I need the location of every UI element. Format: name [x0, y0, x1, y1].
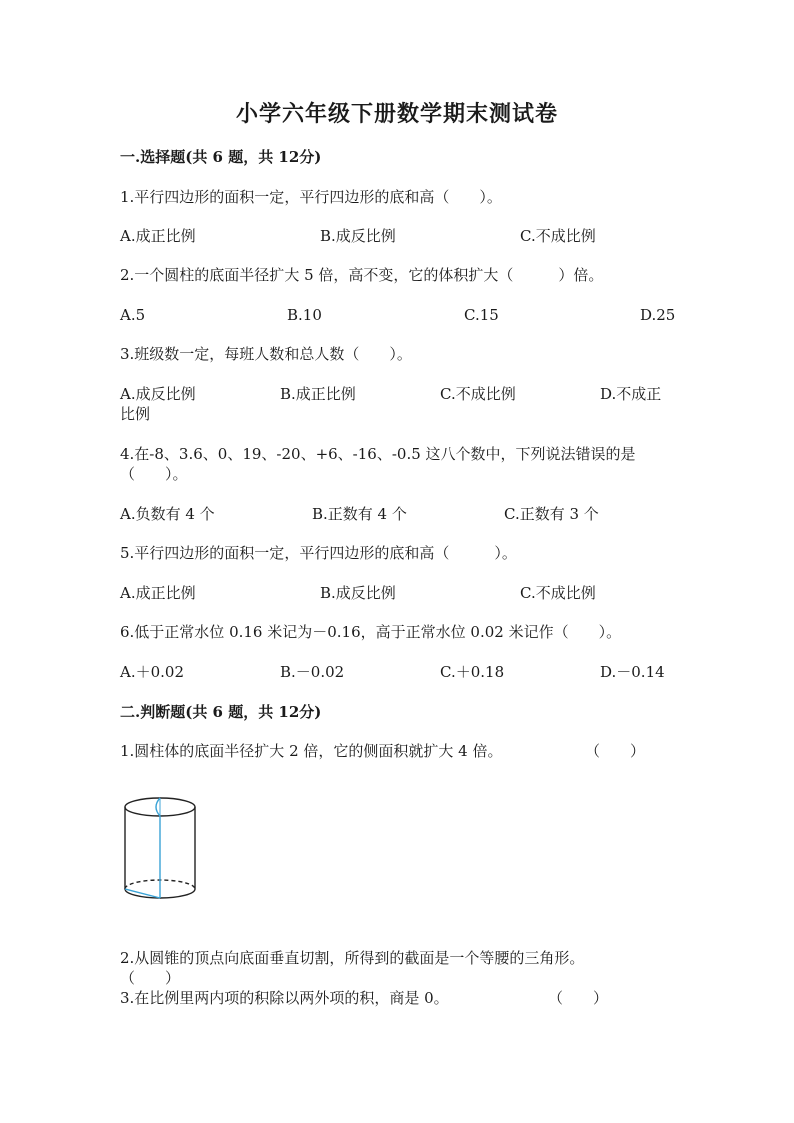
q1-2-option-a[interactable]: A.5: [120, 306, 146, 324]
question-1-4: 4.在-8、3.6、0、19、-20、+6、-16、-0.5 这八个数中，下列说法错误的是: [120, 445, 636, 463]
q1-3-option-a[interactable]: A.成反比例: [120, 385, 196, 403]
section1-heading: 一.选择题(共 6 题，共 12分): [120, 148, 322, 166]
q1-3-option-c[interactable]: C.不成比例: [440, 385, 516, 403]
q1-5-option-b[interactable]: B.成反比例: [320, 584, 396, 602]
q1-5-option-c[interactable]: C.不成比例: [520, 584, 596, 602]
answer-paren-2-3[interactable]: （ ）: [548, 989, 609, 1007]
question-1-5: 5.平行四边形的面积一定，平行四边形的底和高（ ）。: [120, 544, 517, 562]
q1-4-option-c[interactable]: C.正数有 3 个: [504, 505, 599, 523]
question-1-6: 6.低于正常水位 0.16 米记为－0.16，高于正常水位 0.02 米记作（ ）。: [120, 623, 622, 641]
q1-1-option-b[interactable]: B.成反比例: [320, 227, 396, 245]
q1-4-option-b[interactable]: B.正数有 4 个: [312, 505, 407, 523]
q1-2-option-d[interactable]: D.25: [640, 306, 676, 324]
question-1-3: 3.班级数一定，每班人数和总人数（ ）。: [120, 345, 412, 363]
q1-3-option-b[interactable]: B.成正比例: [280, 385, 356, 403]
q1-2-option-c[interactable]: C.15: [464, 306, 499, 324]
q1-6-option-b[interactable]: B.－0.02: [280, 663, 345, 681]
q1-6-option-a[interactable]: A.＋0.02: [120, 663, 184, 681]
q1-1-option-c[interactable]: C.不成比例: [520, 227, 596, 245]
question-2-3: 3.在比例里两内项的积除以两外项的积，商是 0。: [120, 989, 449, 1007]
section2-heading: 二.判断题(共 6 题，共 12分): [120, 703, 322, 721]
q1-5-option-a[interactable]: A.成正比例: [120, 584, 196, 602]
q1-2-option-b[interactable]: B.10: [287, 306, 322, 324]
q1-3-option-d[interactable]: D.不成正: [600, 385, 662, 403]
question-1-2: 2.一个圆柱的底面半径扩大 5 倍，高不变，它的体积扩大（ ）倍。: [120, 266, 604, 284]
q1-1-option-a[interactable]: A.成正比例: [120, 227, 196, 245]
answer-paren-2-2[interactable]: （ ）: [120, 969, 181, 987]
question-1-1: 1.平行四边形的面积一定，平行四边形的底和高（ ）。: [120, 188, 502, 206]
question-2-1: 1.圆柱体的底面半径扩大 2 倍，它的侧面积就扩大 4 倍。: [120, 742, 503, 760]
page-title: 小学六年级下册数学期末测试卷: [235, 101, 558, 127]
question-1-4-wrap: （ ）。: [120, 465, 188, 483]
cylinder-figure: [116, 795, 202, 903]
q1-6-option-d[interactable]: D.－0.14: [600, 663, 665, 681]
q1-3-option-d-wrap: 比例: [120, 405, 151, 423]
q1-6-option-c[interactable]: C.＋0.18: [440, 663, 505, 681]
answer-paren-2-1[interactable]: （ ）: [585, 742, 646, 760]
question-2-2: 2.从圆锥的顶点向底面垂直切割，所得到的截面是一个等腰的三角形。: [120, 949, 585, 967]
q1-4-option-a[interactable]: A.负数有 4 个: [120, 505, 215, 523]
